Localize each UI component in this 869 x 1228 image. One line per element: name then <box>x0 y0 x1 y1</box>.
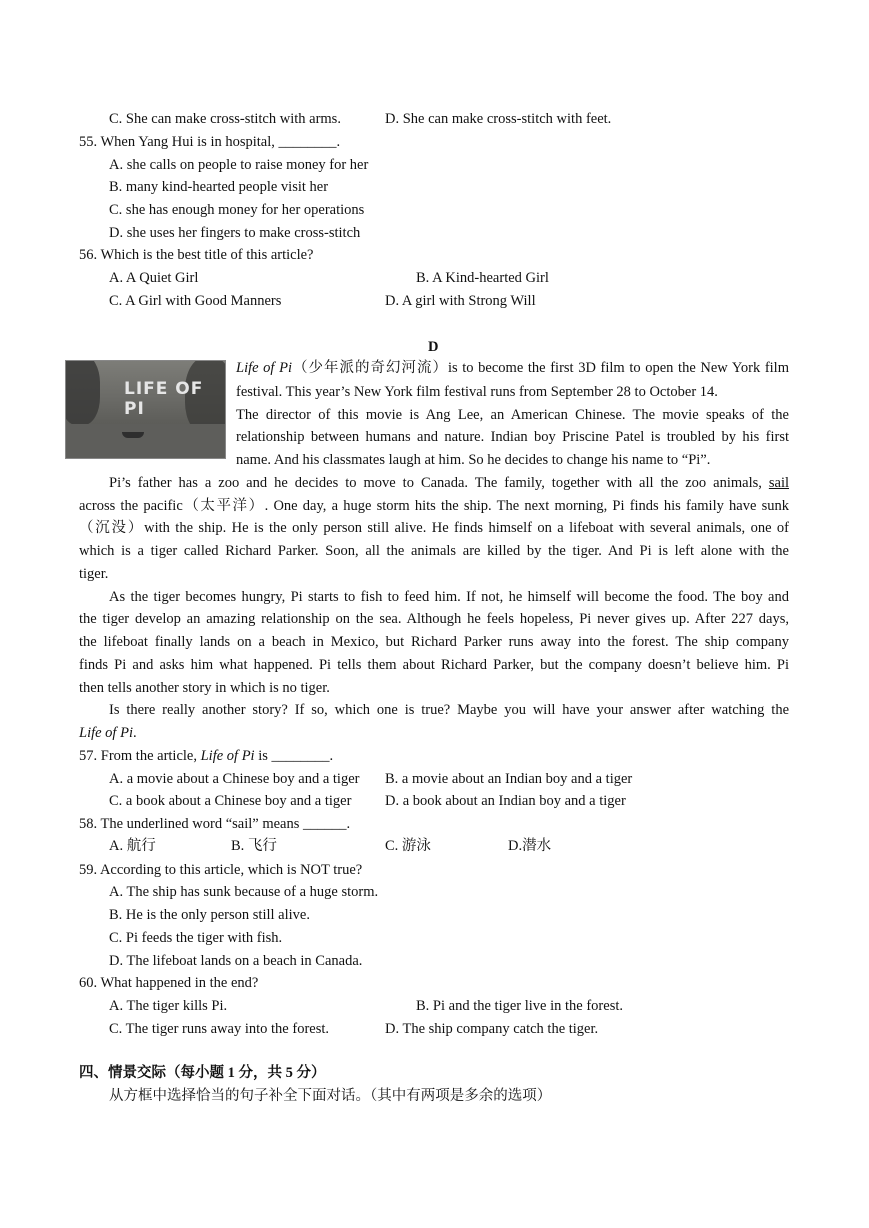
underlined-word-sail: sail <box>768 475 789 491</box>
d-paragraph-1-line-5: name. And his classmates laugh at him. So he decides to change his name to “Pi”. <box>236 452 711 468</box>
q56-option-a: A. A Quiet Girl <box>109 270 199 286</box>
d-paragraph-2-line-3: （沉没）with the ship. He is the only person still alive. He finds himself on a lifeboat with several animals, one of <box>79 520 789 536</box>
q58-option-d: D.潜水 <box>508 838 552 854</box>
d-paragraph-1-line-1: Life of Pi（少年派的奇幻河流）is to become the first 3D film to open the New York film <box>236 360 789 376</box>
d-paragraph-3-line-2: the tiger develop an amazing relationship on the sea. Although he feels hopeless, Pi never gives up. After 227 days, <box>79 611 789 627</box>
q58-stem: 58. The underlined word “sail” means ______. <box>79 816 351 832</box>
q56-option-b: B. A Kind-hearted Girl <box>416 270 549 286</box>
d-paragraph-1-line-4: relationship between humans and nature. Indian boy Priscine Patel is troubled by his first <box>236 429 789 445</box>
d-paragraph-1-line-3: The director of this movie is Ang Lee, an American Chinese. The movie speaks of the <box>236 407 789 423</box>
q56-option-d: D. A girl with Strong Will <box>385 293 536 309</box>
q57-option-a: A. a movie about a Chinese boy and a tiger <box>109 771 360 787</box>
d-paragraph-1-line-2: festival. This year’s New York film festival runs from September 28 to October 14. <box>236 384 718 400</box>
q57-option-d: D. a book about an Indian boy and a tiger <box>385 793 626 809</box>
life-of-pi-movie-image <box>65 360 226 459</box>
q55-option-b: B. many kind-hearted people visit her <box>109 179 329 195</box>
q59-option-d: D. The lifeboat lands on a beach in Canada. <box>109 953 363 969</box>
q60-option-b: B. Pi and the tiger live in the forest. <box>416 998 623 1014</box>
q58-option-a: A. 航行 <box>109 838 156 854</box>
d-paragraph-2-line-5: tiger. <box>79 566 109 582</box>
q55-stem: 55. When Yang Hui is in hospital, ________. <box>79 134 341 150</box>
d-paragraph-2-line-4: which is a tiger called Richard Parker. Soon, all the animals are killed by the tiger. And Pi is left alone with the <box>79 543 789 559</box>
q56-option-c: C. A Girl with Good Manners <box>109 293 282 309</box>
d-paragraph-4-line-1: Is there really another story? If so, which one is true? Maybe you will have your answer after watching the <box>109 702 789 718</box>
q55-option-d: D. she uses her fingers to make cross-stitch <box>109 225 361 241</box>
q54-option-c: C. She can make cross-stitch with arms. <box>109 111 341 127</box>
q59-stem: 59. According to this article, which is NOT true? <box>79 862 363 878</box>
q54-option-d: D. She can make cross-stitch with feet. <box>385 111 612 127</box>
section-4-heading: 四、情景交际（每小题 1 分，共 5 分） <box>79 1065 326 1081</box>
section-4-instruction: 从方框中选择恰当的句子补全下面对话。（其中有两项是多余的选项） <box>109 1088 552 1104</box>
d-paragraph-3-line-1: As the tiger becomes hungry, Pi starts to fish to feed him. If not, he himself will become the food. The boy and <box>109 589 789 605</box>
q60-option-d: D. The ship company catch the tiger. <box>385 1021 599 1037</box>
q59-option-c: C. Pi feeds the tiger with fish. <box>109 930 283 946</box>
d-paragraph-2-line-2: across the pacific（太平洋）. One day, a huge storm hits the ship. The next morning, Pi finds his family have sunk <box>79 498 789 514</box>
q59-option-a: A. The ship has sunk because of a huge storm. <box>109 884 379 900</box>
q57-stem: 57. From the article, Life of Pi is ________. <box>79 748 334 764</box>
d-paragraph-2-line-1: Pi’s father has a zoo and he decides to move to Canada. The family, together with all the zoo animals, sail <box>109 475 789 491</box>
q59-option-b: B. He is the only person still alive. <box>109 907 310 923</box>
q60-option-c: C. The tiger runs away into the forest. <box>109 1021 329 1037</box>
q55-option-a: A. she calls on people to raise money for her <box>109 157 369 173</box>
d-paragraph-3-line-4: finds Pi and asks him what happened. Pi tells them about Richard Parker, but the company doesn’t believe him. Pi <box>79 657 789 673</box>
q58-option-c: C. 游泳 <box>385 838 431 854</box>
q55-option-c: C. she has enough money for her operations <box>109 202 365 218</box>
d-paragraph-3-line-3: the lifeboat finally lands on a beach in Mexico, but Richard Parker runs away into the forest. The ship company <box>79 634 789 650</box>
q58-option-b: B. 飞行 <box>231 838 277 854</box>
image-title-text: LIFE OF PI <box>124 379 204 419</box>
section-d-heading: D <box>428 339 439 355</box>
d-paragraph-3-line-5: then tells another story in which is no tiger. <box>79 680 330 696</box>
q60-option-a: A. The tiger kills Pi. <box>109 998 228 1014</box>
d-paragraph-4-line-2: Life of Pi. <box>79 725 137 741</box>
q56-stem: 56. Which is the best title of this article? <box>79 247 314 263</box>
q60-stem: 60. What happened in the end? <box>79 975 259 991</box>
q57-option-b: B. a movie about an Indian boy and a tiger <box>385 771 633 787</box>
q57-option-c: C. a book about a Chinese boy and a tiger <box>109 793 352 809</box>
